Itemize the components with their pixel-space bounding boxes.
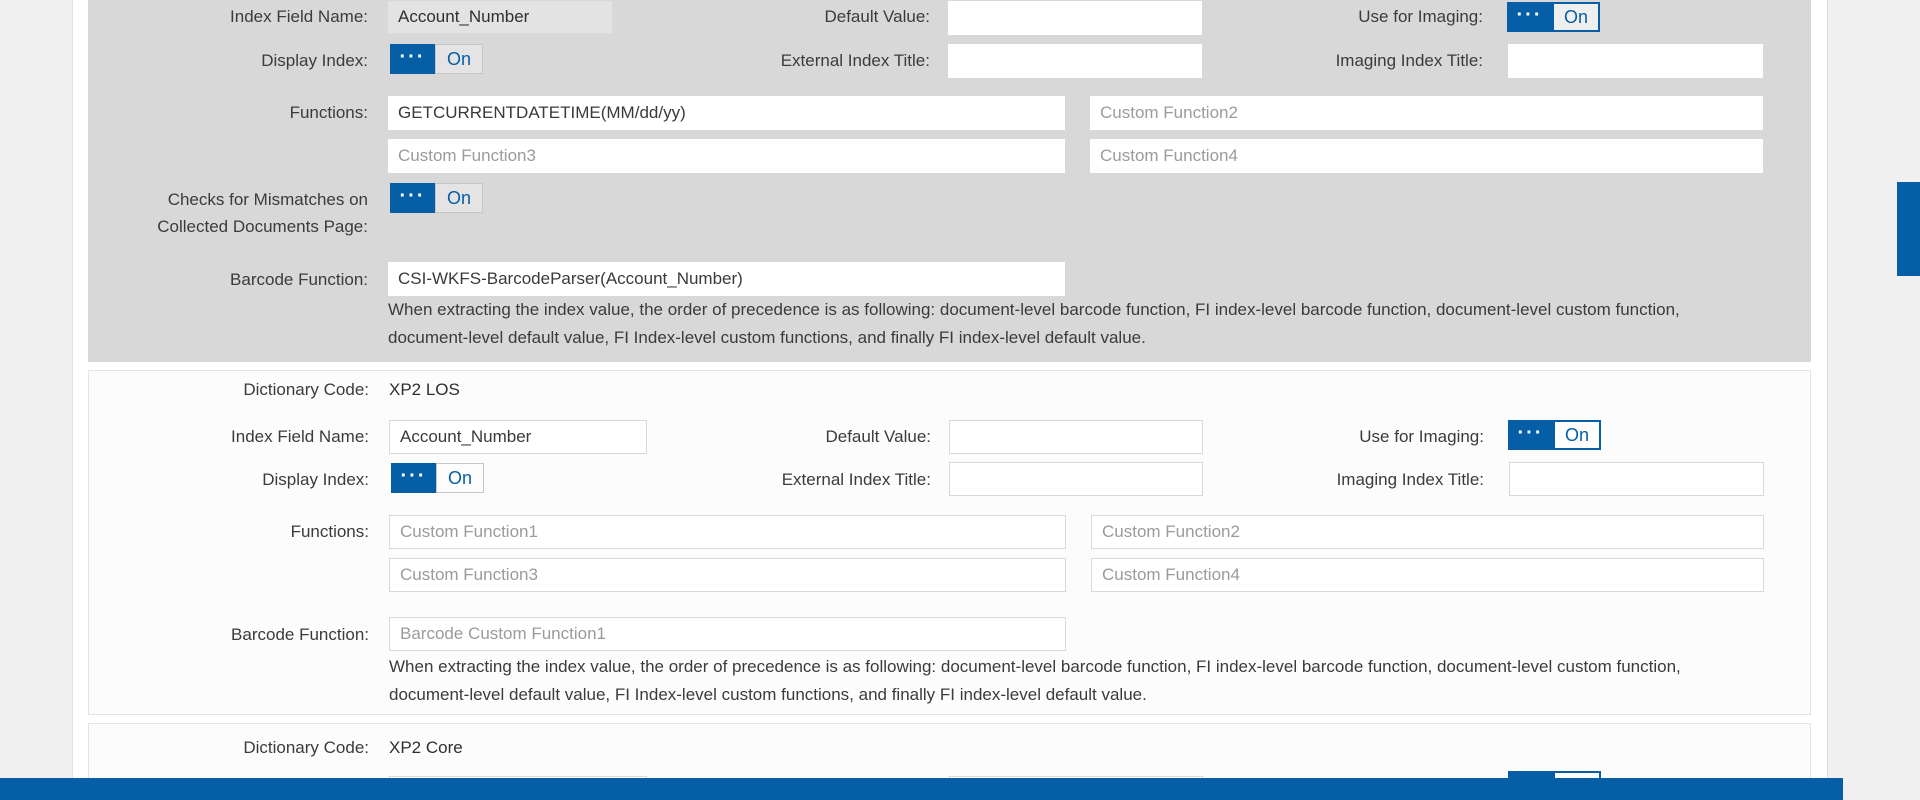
dictionary-code-label: Dictionary Code:	[243, 738, 369, 757]
imaging-index-title-input[interactable]	[1509, 462, 1764, 496]
function2-input[interactable]	[1090, 96, 1763, 130]
use-for-imaging-toggle[interactable]	[1507, 2, 1600, 32]
bottom-toolbar[interactable]	[0, 778, 1843, 800]
function4-input[interactable]	[1091, 558, 1764, 592]
function1-input[interactable]	[388, 96, 1065, 130]
checks-mismatches-toggle[interactable]	[390, 183, 483, 213]
external-index-title-label: External Index Title:	[781, 470, 931, 489]
scrollbar-thumb[interactable]	[1897, 182, 1920, 276]
barcode-function-input[interactable]	[388, 262, 1065, 296]
display-index-toggle[interactable]	[390, 44, 483, 74]
use-for-imaging-toggle[interactable]	[1508, 420, 1601, 450]
default-value-label: Default Value:	[824, 7, 930, 26]
toggle-on-label: On	[1552, 2, 1600, 32]
toggle-dots-icon: ···	[1507, 2, 1552, 32]
precedence-note-line2: document-level default value, FI Index-level custom functions, and finally FI index-level default value.	[388, 328, 1146, 347]
toggle-dots-icon: ···	[390, 183, 435, 213]
toggle-on-label: On	[1553, 420, 1601, 450]
use-for-imaging-label: Use for Imaging:	[1358, 7, 1483, 26]
index-field-name-label: Index Field Name:	[231, 427, 369, 446]
dictionary-code-label: Dictionary Code:	[243, 380, 369, 399]
precedence-note-line1: When extracting the index value, the order of precedence is as following: document-level barcode function, FI index-level barcode function, document-level custom function,	[389, 657, 1681, 676]
use-for-imaging-label: Use for Imaging:	[1359, 427, 1484, 446]
toggle-dots-icon: ···	[391, 463, 436, 493]
barcode-function-label: Barcode Function:	[230, 270, 368, 289]
barcode-function-input[interactable]	[389, 617, 1066, 651]
toggle-dots-icon: ···	[390, 44, 435, 74]
left-margin	[0, 0, 73, 800]
index-field-panel-1	[88, 0, 1811, 362]
functions-label: Functions:	[289, 103, 368, 122]
external-index-title-input[interactable]	[948, 44, 1202, 78]
dictionary-code-value: XP2 Core	[389, 738, 463, 757]
imaging-index-title-label: Imaging Index Title:	[1335, 51, 1483, 70]
right-scroll-area[interactable]	[1827, 0, 1920, 800]
toggle-on-label: On	[435, 183, 483, 213]
default-value-input[interactable]	[949, 420, 1203, 454]
precedence-note-line2: document-level default value, FI Index-level custom functions, and finally FI index-level default value.	[389, 685, 1147, 704]
toggle-on-label: On	[435, 44, 483, 74]
function2-input[interactable]	[1091, 515, 1764, 549]
external-index-title-input[interactable]	[949, 462, 1203, 496]
external-index-title-label: External Index Title:	[780, 51, 930, 70]
display-index-toggle[interactable]	[391, 463, 484, 493]
default-value-input[interactable]	[948, 1, 1202, 35]
checks-mismatches-label	[88, 186, 368, 240]
function3-input[interactable]	[388, 139, 1065, 173]
dictionary-code-value: XP2 LOS	[389, 380, 460, 399]
function3-input[interactable]	[389, 558, 1066, 592]
index-field-panel-xp2-los	[88, 370, 1811, 715]
functions-label: Functions:	[290, 522, 369, 541]
imaging-index-title-label: Imaging Index Title:	[1336, 470, 1484, 489]
checks-mismatches-label-line2: Collected Documents Page:	[157, 217, 368, 236]
index-field-name-input[interactable]	[389, 420, 647, 454]
precedence-note-line1: When extracting the index value, the order of precedence is as following: document-level barcode function, FI index-level barcode function, document-level custom function,	[388, 300, 1680, 319]
checks-mismatches-label-line1: Checks for Mismatches on	[167, 190, 368, 209]
index-field-name-readonly: Account_Number	[388, 1, 612, 33]
toggle-dots-icon: ···	[1508, 420, 1553, 450]
default-value-label: Default Value:	[825, 427, 931, 446]
barcode-function-label: Barcode Function:	[231, 625, 369, 644]
imaging-index-title-input[interactable]	[1508, 44, 1763, 78]
display-index-label: Display Index:	[261, 51, 368, 70]
toggle-on-label: On	[436, 463, 484, 493]
index-field-name-label: Index Field Name:	[230, 7, 368, 26]
function1-input[interactable]	[389, 515, 1066, 549]
function4-input[interactable]	[1090, 139, 1763, 173]
display-index-label: Display Index:	[262, 470, 369, 489]
